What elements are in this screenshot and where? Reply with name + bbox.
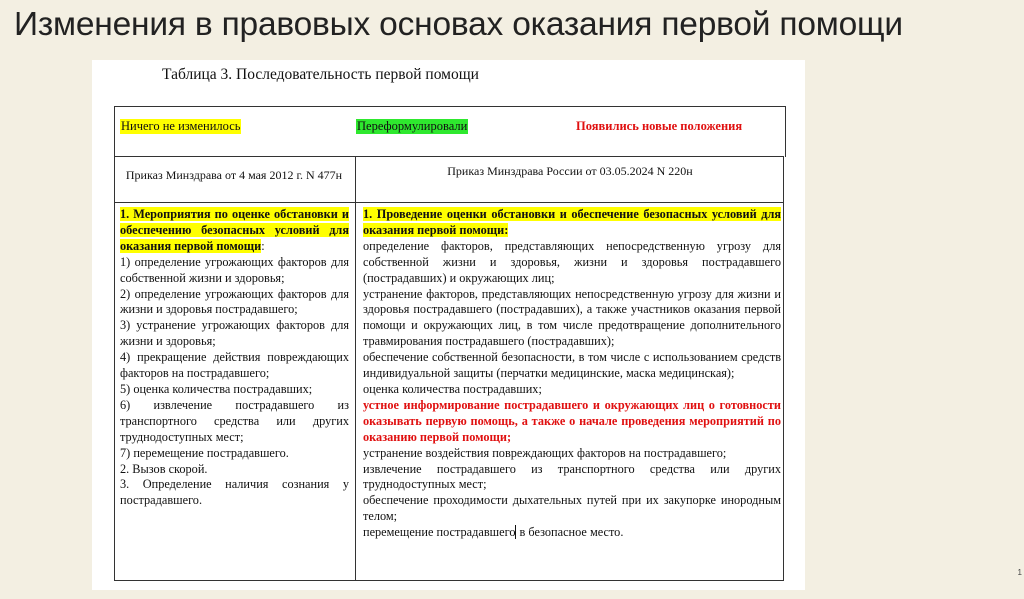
- list-item: [120, 207, 349, 255]
- highlight-unchanged: 1. Мероприятия по оценке обстановки и обеспечению безопасных условий для оказания первой помощи: [120, 207, 349, 253]
- highlight-new: устное информирование пострадавшего и окружающих лиц о готовности оказывать первую помощь, а также о начале проведения мероприятий по оказанию первой помощи;: [363, 397, 781, 444]
- legend-reworded: Переформулировали: [357, 119, 468, 133]
- list-item: 5) оценка количества пострадавших;: [120, 381, 313, 396]
- list-item: 2. Вызов скорой.: [120, 461, 208, 476]
- list-item-suffix: в безопасное место.: [516, 525, 624, 540]
- list-item-text: перемещение пострадавшего: [363, 525, 516, 540]
- list-item: устранение факторов, представляющих непосредственную угрозу для жизни и здоровья пострадавшего (пострадавших), а также участников оказания первой помощи и окружающих лиц, в том числе предотвращение дополнительного травмирования пострадавшего (пострадавших);: [363, 286, 781, 349]
- legend-unchanged: Ничего не изменилось: [121, 119, 241, 133]
- document-image: [92, 60, 805, 590]
- list-item: устранение воздействия повреждающих факторов на пострадавшего;: [363, 445, 727, 460]
- header-divider: [115, 202, 783, 203]
- list-item: [363, 525, 781, 541]
- list-item: [363, 207, 781, 239]
- list-item: 4) прекращение действия повреждающих факторов на пострадавшего;: [120, 350, 349, 381]
- list-item: определение факторов, представляющих непосредственную угрозу для собственной жизни и здоровья, жизни и здоровья пострадавшего (пострадавших) и окружающих лиц;: [363, 238, 781, 285]
- comparison-table: [114, 156, 784, 581]
- list-item: оценка количества пострадавших;: [363, 381, 542, 396]
- list-item: 6) извлечение пострадавшего из транспортного средства или других труднодоступных мест;: [120, 397, 349, 444]
- list-item: 3) устранение угрожающих факторов для жизни и здоровья;: [120, 318, 349, 349]
- column-divider: [355, 157, 356, 580]
- list-item-suffix: :: [261, 238, 265, 253]
- right-column-body: [363, 207, 781, 541]
- list-item: обеспечение проходимости дыхательных путей при их закупорке инородным телом;: [363, 493, 781, 524]
- list-item: 3. Определение наличия сознания у пострадавшего.: [120, 477, 349, 508]
- list-item: обеспечение собственной безопасности, в том числе с использованием средств индивидуальной защиты (перчатки медицинские, маска медицинская);: [363, 350, 781, 381]
- legend-new: Появились новые положения: [576, 119, 743, 133]
- slide-title: Изменения в правовых основах оказания первой помощи: [14, 6, 903, 43]
- page-number: 1: [1017, 568, 1022, 577]
- right-column-header: Приказ Минздрава России от 03.05.2024 N 220н: [447, 164, 693, 178]
- list-item: [363, 398, 781, 446]
- list-item: 1) определение угрожающих факторов для собственной жизни и здоровья;: [120, 254, 349, 285]
- left-column-header: Приказ Минздрава от 4 мая 2012 г. N 477н: [125, 168, 343, 182]
- legend-row: [114, 106, 786, 157]
- list-item: извлечение пострадавшего из транспортного средства или других труднодоступных мест;: [363, 461, 781, 492]
- table-caption: Таблица 3. Последовательность первой помощи: [162, 66, 479, 83]
- list-item: 7) перемещение пострадавшего.: [120, 445, 289, 460]
- list-item: 2) определение угрожающих факторов для жизни и здоровья пострадавшего;: [120, 286, 349, 317]
- left-column-body: [120, 207, 349, 509]
- highlight-unchanged: 1. Проведение оценки обстановки и обеспечение безопасных условий для оказания первой помощи:: [363, 207, 781, 237]
